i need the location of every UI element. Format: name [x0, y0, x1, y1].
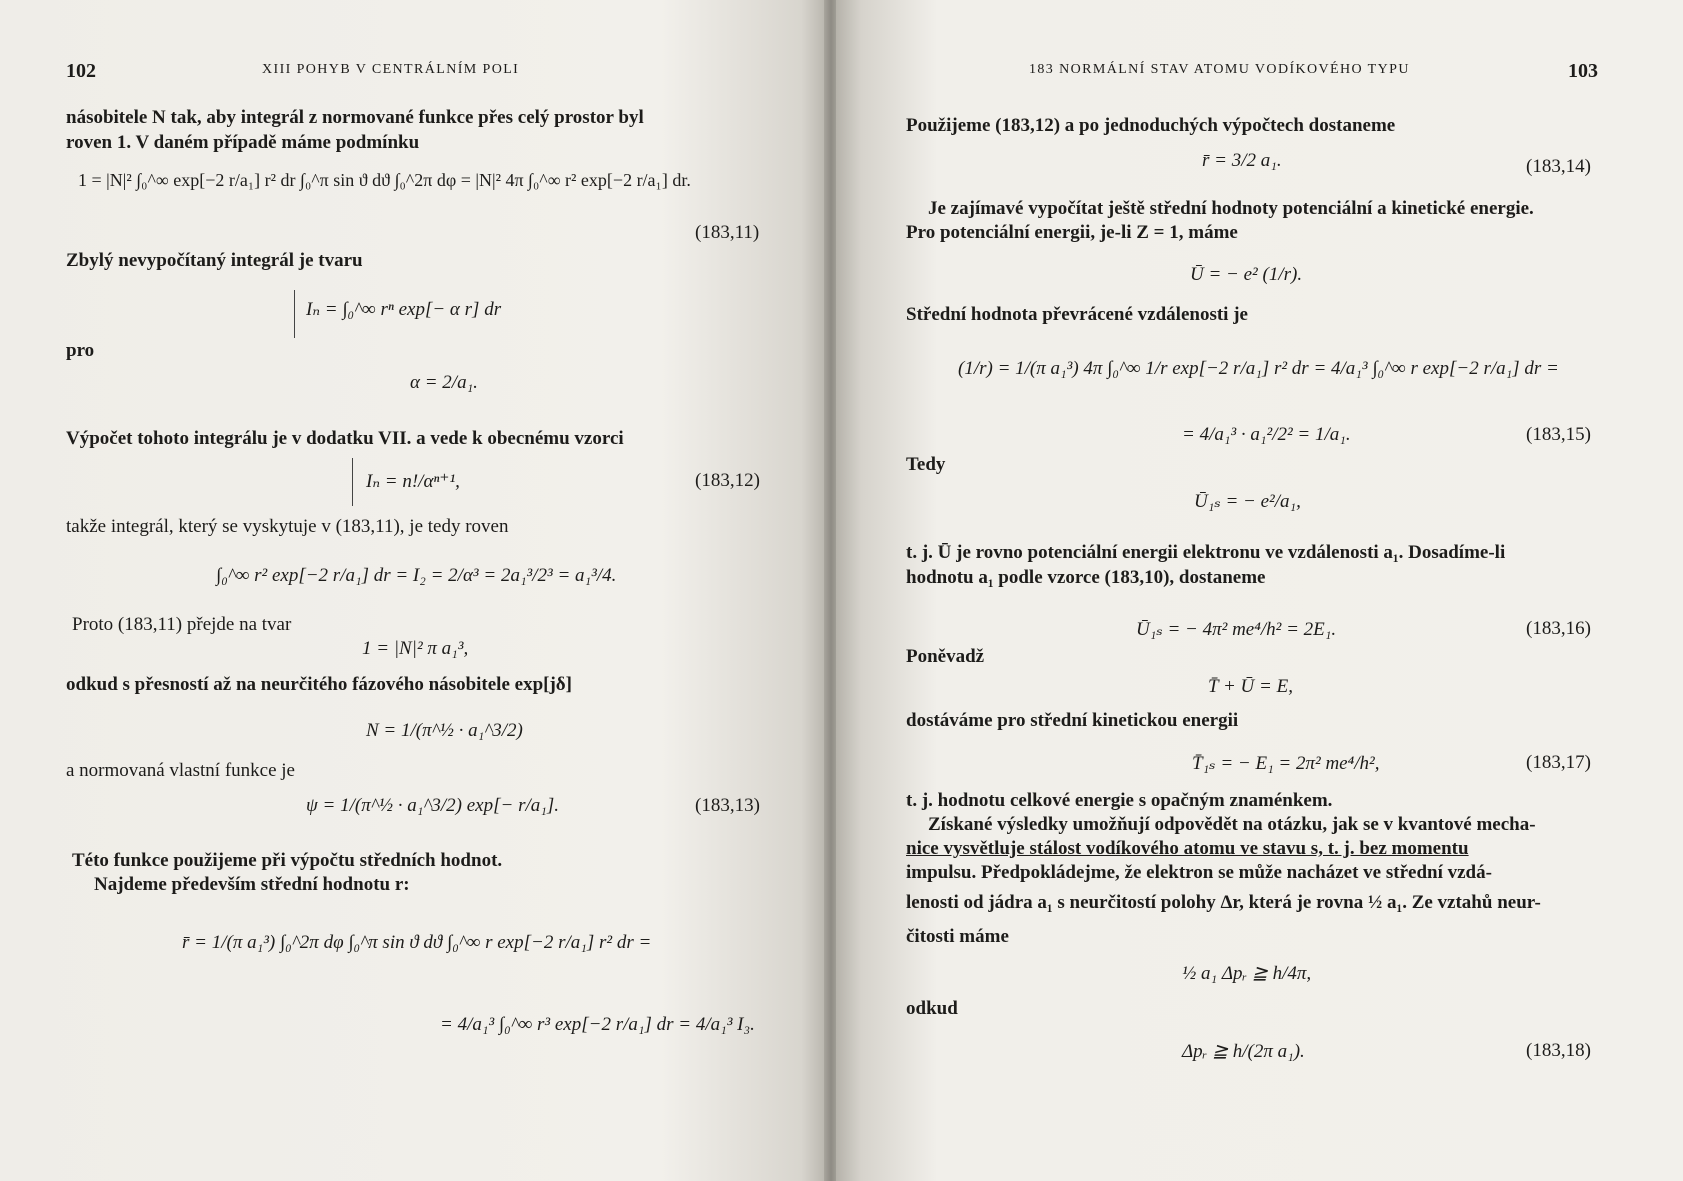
tedy-label: Tedy [906, 454, 946, 475]
equation-183-18: Δpᵣ ≧ h/(2π a₁). [1182, 1041, 1305, 1062]
margin-mark [294, 290, 295, 338]
paragraph-r4-line-1: t. j. Ū je rovno potenciální energii elektronu ve vzdálenosti a₁. Dosadíme-li [906, 542, 1506, 563]
running-header-right: 183 NORMÁLNÍ STAV ATOMU VODÍKOVÉHO TYPU [1029, 62, 1410, 77]
paragraph-r7-line-4: lenosti od jádra a₁ s neurčitostí polohy Δr, která je rovna ½ a₁. Ze vztahů neur- [906, 892, 1541, 913]
equation-I2: ∫₀^∞ r² exp[−2 r/a₁] dr = I₂ = 2/α³ = 2a₁³/2³ = a₁³/4. [216, 565, 617, 586]
paragraph-r1: Použijeme (183,12) a po jednoduchých výpočtech dostaneme [906, 115, 1396, 136]
equation-183-17: T̄₁ₛ = − E₁ = 2π² me⁴/h², [1192, 753, 1380, 774]
equation-T-U-E: T̄ + Ū = E, [1208, 676, 1293, 697]
equation-183-11: 1 = |N|² ∫₀^∞ exp[−2 r/a₁] r² dr ∫₀^π sin ϑ dϑ ∫₀^2π dφ = |N|² 4π ∫₀^∞ r² exp[−2 r/a₁] dr. [78, 170, 691, 190]
equation-U1s: Ū₁ₛ = − e²/a₁, [1194, 491, 1301, 512]
paragraph-r5: dostáváme pro střední kinetickou energii [906, 710, 1239, 731]
equation-number-183-17: (183,17) [1526, 752, 1591, 773]
margin-mark [352, 458, 353, 506]
paragraph-r7-line-5: čitosti máme [906, 926, 1009, 947]
paragraph-r7-line-3: impulsu. Předpokládejme, že elektron se může nacházet ve střední vzdá- [906, 862, 1492, 883]
equation-183-15-line-2: = 4/a₁³ · a₁²/2² = 1/a₁. [1182, 424, 1351, 445]
paragraph-r4-line-2: hodnotu a₁ podle vzorce (183,10), dostaneme [906, 567, 1266, 588]
equation-rbar-line-1: r̄ = 1/(π a₁³) ∫₀^2π dφ ∫₀^π sin ϑ dϑ ∫₀^∞ r exp[−2 r/a₁] r² dr = [182, 932, 652, 953]
equation-number-183-14: (183,14) [1526, 156, 1591, 177]
paragraph-6: odkud s přesností až na neurčitého fázového násobitele exp[jδ] [66, 674, 572, 695]
paragraph-5: Proto (183,11) přejde na tvar [72, 614, 292, 635]
equation-number-183-15: (183,15) [1526, 424, 1591, 445]
equation-uncertainty: ½ a₁ Δpᵣ ≧ h/4π, [1182, 963, 1312, 984]
equation-alpha: α = 2/a₁. [410, 372, 478, 393]
equation-183-15-line-1: (1/r) = 1/(π a₁³) 4π ∫₀^∞ 1/r exp[−2 r/a₁] r² dr = 4/a₁³ ∫₀^∞ r exp[−2 r/a₁] dr = [958, 358, 1559, 379]
paragraph-1-line-1: násobitele N tak, aby integrál z normované funkce přes celý prostor byl [66, 107, 644, 128]
paragraph-4: takže integrál, který se vyskytuje v (183,11), je tedy roven [66, 516, 509, 537]
paragraph-r7-line-2: nice vysvětluje stálost vodíkového atomu ve stavu s, t. j. bez momentu [906, 838, 1469, 859]
equation-183-16: Ū₁ₛ = − 4π² me⁴/h² = 2E₁. [1136, 619, 1337, 640]
pro-label: pro [66, 340, 95, 361]
left-page [0, 0, 826, 1181]
equation-number-183-18: (183,18) [1526, 1040, 1591, 1061]
equation-number-183-16: (183,16) [1526, 618, 1591, 639]
paragraph-r2-line-2: Pro potenciální energii, je-li Z = 1, máme [906, 222, 1238, 243]
paragraph-r2-line-1: Je zajímavé vypočítat ještě střední hodnoty potenciální a kinetické energie. [928, 198, 1534, 219]
paragraph-r6: t. j. hodnotu celkové energie s opačným znaménkem. [906, 790, 1333, 811]
equation-normalization: 1 = |N|² π a₁³, [362, 638, 469, 659]
equation-In: Iₙ = ∫₀^∞ rⁿ exp[− α r] dr [306, 299, 502, 320]
equation-number-183-13: (183,13) [695, 795, 760, 816]
paragraph-2: Zbylý nevypočítaný integrál je tvaru [66, 250, 363, 271]
paragraph-r3: Střední hodnota převrácené vzdálenosti je [906, 304, 1248, 325]
equation-183-13: ψ = 1/(π^½ · a₁^3/2) exp[− r/a₁]. [306, 795, 559, 816]
equation-183-12: Iₙ = n!/αⁿ⁺¹, [366, 471, 460, 492]
paragraph-8: Této funkce použijeme při výpočtu středních hodnot. [72, 850, 503, 871]
running-header-left: XIII POHYB V CENTRÁLNÍM POLI [262, 62, 520, 77]
page-number-left: 102 [66, 60, 96, 82]
paragraph-3: Výpočet tohoto integrálu je v dodatku VII. a vede k obecnému vzorci [66, 428, 624, 449]
paragraph-7: a normovaná vlastní funkce je [66, 760, 295, 781]
paragraph-9: Najdeme především střední hodnotu r: [94, 874, 410, 895]
equation-number-183-11: (183,11) [695, 222, 760, 243]
equation-number-183-12: (183,12) [695, 470, 760, 491]
equation-N: N = 1/(π^½ · a₁^3/2) [366, 720, 523, 741]
equation-rbar-line-2: = 4/a₁³ ∫₀^∞ r³ exp[−2 r/a₁] dr = 4/a₁³ I₃. [440, 1014, 755, 1035]
page-number-right: 103 [1568, 60, 1598, 82]
right-page [836, 0, 1683, 1181]
paragraph-r7-line-1: Získané výsledky umožňují odpovědět na otázku, jak se v kvantové mecha- [928, 814, 1536, 835]
equation-U: Ū = − e² (1/r). [1190, 264, 1303, 285]
equation-183-14: r̄ = 3/2 a₁. [1202, 150, 1282, 171]
ponevadz-label: Poněvadž [906, 646, 985, 667]
odkud-label: odkud [906, 998, 958, 1019]
paragraph-1-line-2: roven 1. V daném případě máme podmínku [66, 132, 420, 153]
